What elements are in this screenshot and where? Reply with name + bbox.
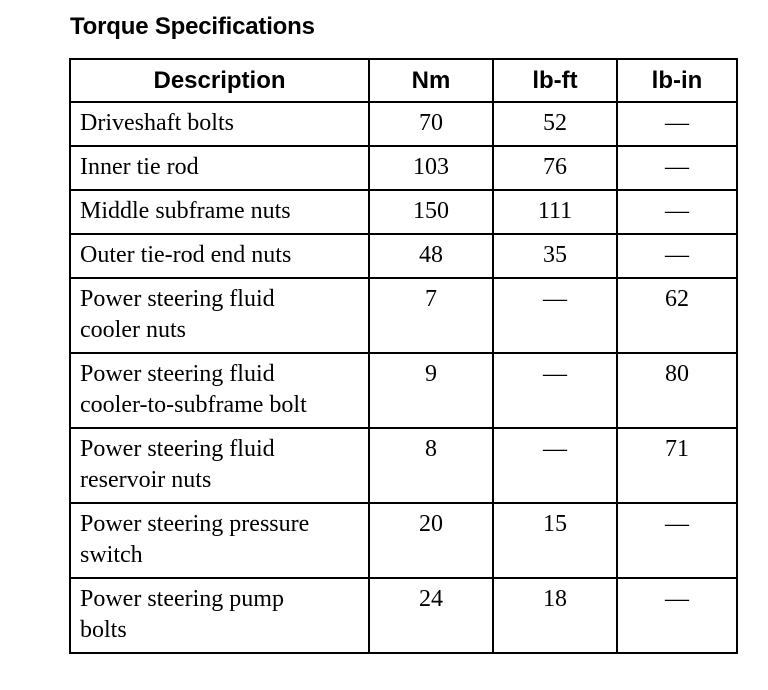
lb-ft-cell: 15 xyxy=(493,503,617,578)
lb-in-cell: 71 xyxy=(617,428,737,503)
description-cell xyxy=(70,578,369,653)
description-text: Middle subframe nuts xyxy=(80,198,291,224)
table-row xyxy=(70,503,737,578)
description-text: Outer tie-rod end nuts xyxy=(80,242,292,268)
description-text: Inner tie rod xyxy=(80,154,199,180)
description-cell xyxy=(70,353,369,428)
table-row xyxy=(70,428,737,503)
description-text: bolts xyxy=(80,617,127,643)
description-cell xyxy=(70,146,369,190)
description-cell xyxy=(70,428,369,503)
nm-cell: 9 xyxy=(369,353,493,428)
lb-ft-cell: 111 xyxy=(493,190,617,234)
nm-cell: 24 xyxy=(369,578,493,653)
column-header-nm: Nm xyxy=(369,59,493,102)
description-text: Power steering fluid xyxy=(80,286,275,312)
lb-ft-cell: — xyxy=(493,428,617,503)
description-text: Power steering fluid xyxy=(80,436,275,462)
description-cell xyxy=(70,190,369,234)
lb-in-cell: 62 xyxy=(617,278,737,353)
nm-cell: 7 xyxy=(369,278,493,353)
description-cell xyxy=(70,234,369,278)
description-text: reservoir nuts xyxy=(80,467,212,493)
description-text: Power steering pump xyxy=(80,586,284,612)
lb-in-cell: — xyxy=(617,578,737,653)
description-text: Power steering pressure xyxy=(80,511,310,537)
description-text: cooler-to-subframe bolt xyxy=(80,392,307,418)
description-text: Power steering fluid xyxy=(80,361,275,387)
nm-cell: 70 xyxy=(369,102,493,146)
description-cell xyxy=(70,102,369,146)
table-row xyxy=(70,353,737,428)
table-row xyxy=(70,234,737,278)
table-row xyxy=(70,102,737,146)
lb-ft-cell: 52 xyxy=(493,102,617,146)
description-text: cooler nuts xyxy=(80,317,186,343)
nm-cell: 150 xyxy=(369,190,493,234)
page-title: Torque Specifications xyxy=(70,13,315,40)
table-row xyxy=(70,190,737,234)
lb-in-cell: — xyxy=(617,190,737,234)
lb-ft-cell: 35 xyxy=(493,234,617,278)
nm-cell: 48 xyxy=(369,234,493,278)
lb-ft-cell: — xyxy=(493,278,617,353)
lb-in-cell: — xyxy=(617,102,737,146)
description-cell xyxy=(70,278,369,353)
table-row xyxy=(70,146,737,190)
table-row xyxy=(70,278,737,353)
lb-in-cell: 80 xyxy=(617,353,737,428)
nm-cell: 103 xyxy=(369,146,493,190)
column-header-lb-ft: lb-ft xyxy=(493,59,617,102)
table-row xyxy=(70,578,737,653)
lb-in-cell: — xyxy=(617,503,737,578)
lb-ft-cell: 18 xyxy=(493,578,617,653)
nm-cell: 8 xyxy=(369,428,493,503)
lb-ft-cell: 76 xyxy=(493,146,617,190)
lb-ft-cell: — xyxy=(493,353,617,428)
header-row xyxy=(70,59,737,102)
description-text: switch xyxy=(80,542,143,568)
column-header-description: Description xyxy=(70,59,369,102)
column-header-lb-in: lb-in xyxy=(617,59,737,102)
description-text: Driveshaft bolts xyxy=(80,110,234,136)
lb-in-cell: — xyxy=(617,146,737,190)
lb-in-cell: — xyxy=(617,234,737,278)
nm-cell: 20 xyxy=(369,503,493,578)
description-cell xyxy=(70,503,369,578)
torque-spec-table xyxy=(69,58,738,654)
